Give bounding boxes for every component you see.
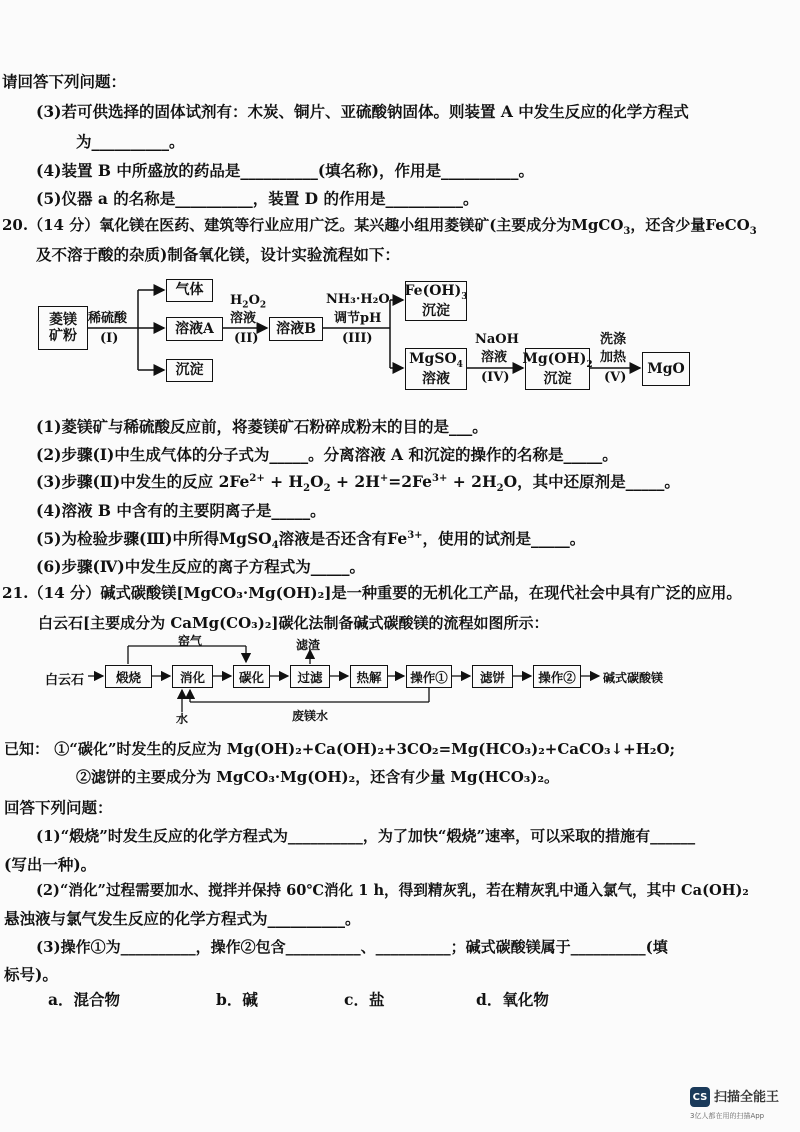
- q21-known2: ②滤饼的主要成分为 MgCO₃·Mg(OH)₂，还含有少量 Mg(HCO₃)₂。: [76, 768, 560, 786]
- flow-step5-label: (V): [604, 370, 627, 385]
- q21-option-a: a．混合物: [48, 990, 121, 1009]
- flow2-residue-label: 滤渣: [296, 638, 321, 652]
- q19-q4: (4)装置 B 中所盛放的药品是__________(填名称)，作用是__________。: [36, 161, 535, 180]
- scanner-app-name: 扫描全能王: [714, 1090, 780, 1105]
- flow2-waste-label: 废镁水: [292, 709, 329, 723]
- flow2-filter-box: 过滤: [290, 665, 330, 688]
- q21-ask: 回答下列问题：: [4, 798, 113, 817]
- flow-wash-label: 洗涤: [600, 332, 627, 347]
- flow-gas-box: 气体: [166, 279, 213, 302]
- flow-feoh3-box: $Fe(OH)_3$ 沉淀: [405, 281, 467, 321]
- flow2-op2-box: 操作②: [533, 665, 581, 688]
- flow-solution-b-box: 溶液B: [269, 317, 323, 341]
- q19-q5: (5)仪器 a 的名称是__________，装置 D 的作用是__________。: [36, 189, 479, 208]
- scanner-app-tagline: 3亿人都在用的扫描App: [690, 1112, 765, 1120]
- flow2-pyrolysis-box: 热解: [350, 665, 388, 688]
- flow2-gas-label: 窑气: [178, 634, 203, 648]
- flow-h2o2-solution-label: 溶液: [230, 311, 257, 326]
- q21-option-b: b．碱: [216, 990, 258, 1009]
- flow2-cake-box: 滤饼: [472, 665, 513, 688]
- q20-q3: (3)步骤(Ⅱ)中发生的反应 $2Fe^{2+} + H_2O_2 + 2H^+=2Fe^{3+} + 2H_2O$，其中还原剂是_____。: [36, 472, 680, 495]
- flow-heat-label: 加热: [600, 350, 627, 365]
- flow-solution-a-box: 溶液A: [166, 317, 223, 341]
- q20-q4: (4)溶液 B 中含有的主要阴离子是_____。: [36, 501, 326, 520]
- flow-acid-label: 稀硫酸: [88, 311, 128, 326]
- q21-q2-line1: (2)“消化”过程需要加水、搅拌并保持 60℃消化 1 h，得到精灰乳，若在精灰乳中通入氯气，其中 Ca(OH)₂: [36, 882, 749, 899]
- flow-ore-box: 菱镁 矿粉: [38, 306, 88, 350]
- flow2-start-label: 白云石: [45, 673, 85, 688]
- q20-q5: (5)为检验步骤(Ⅲ)中所得MgSO$_4$溶液是否还含有$Fe^{3+}$，使用的试剂是_____。: [36, 529, 586, 552]
- flow2-water-label: 水: [176, 712, 189, 726]
- q21-q2-line2: 悬浊液与氯气发生反应的化学方程式为__________。: [4, 909, 361, 928]
- flow-naoh-label: NaOH: [475, 332, 519, 347]
- scanner-logo-icon: CS: [690, 1087, 710, 1107]
- flow-step3-label: (III): [342, 331, 373, 346]
- q20-q2: (2)步骤(Ⅰ)中生成气体的分子式为_____。分离溶液 A 和沉淀的操作的名称是_____。: [36, 445, 618, 464]
- flow-h2o2-label: $H_2O_2$: [230, 293, 267, 311]
- flow-mgso4-box: MgSO$_4$ 溶液: [405, 348, 467, 390]
- q20-q6: (6)步骤(Ⅳ)中发生反应的离子方程式为_____。: [36, 557, 365, 576]
- flow2-product-label: 碱式碳酸镁: [603, 671, 664, 685]
- q21-title-line2: 白云石[主要成分为 CaMg(CO₃)₂]碳化法制备碱式碳酸镁的流程如图所示：: [38, 614, 549, 632]
- q20-title-line1: 20.（14 分）氧化镁在医药、建筑等行业应用广泛。某兴趣小组用菱镁矿(主要成分为MgCO$_3$，还含少量FeCO$_3$: [2, 216, 757, 237]
- flow2-op1-box: 操作①: [406, 665, 452, 688]
- flow-mgoh2-box: $Mg(OH)_2$ 沉淀: [525, 348, 590, 390]
- q21-q1-line2: (写出一种)。: [4, 855, 97, 874]
- q21-known1: 已知： ①“碳化”时发生的反应为 Mg(OH)₂+Ca(OH)₂+3CO₂=Mg(HCO₃)₂+CaCO₃↓+H₂O;: [4, 740, 676, 758]
- q21-q3-line2: 标号)。: [4, 965, 58, 984]
- q21-q1-line1: (1)“煅烧”时发生反应的化学方程式为__________，为了加快“煅烧”速率，可以采取的措施有______: [36, 827, 696, 845]
- q21-title-line1: 21.（14 分）碱式碳酸镁[MgCO₃·Mg(OH)₂]是一种重要的无机化工产品，在现代社会中具有广泛的应用。: [2, 584, 742, 602]
- flow-precipitate-box: 沉淀: [166, 359, 213, 382]
- q19-q3-line2: 为__________。: [76, 132, 185, 151]
- q21-option-c: c．盐: [344, 990, 385, 1009]
- flow-step2-label: (II): [234, 331, 259, 346]
- q20-title-line2: 及不溶于酸的杂质)制备氧化镁，设计实验流程如下：: [36, 245, 400, 264]
- flow-step4-label: (IV): [481, 370, 510, 385]
- flow2-digest-box: 消化: [172, 665, 213, 688]
- q20-q1: (1)菱镁矿与稀硫酸反应前，将菱镁矿石粉碎成粉末的目的是___。: [36, 417, 488, 436]
- flow-mgo-box: MgO: [642, 352, 690, 386]
- flow2-calcine-box: 煅烧: [105, 665, 152, 688]
- flow-ph-label: 调节pH: [334, 311, 382, 326]
- flow-step1-label: (I): [100, 331, 119, 346]
- q19-q3-line1: (3)若可供选择的固体试剂有：木炭、铜片、亚硫酸钠固体。则装置 A 中发生反应的化学方程式: [36, 102, 689, 121]
- flow-ammonia-label: NH₃·H₂O: [326, 292, 390, 307]
- q21-option-d: d．氧化物: [476, 990, 549, 1009]
- flow2-carbon-box: 碳化: [233, 665, 270, 688]
- q21-q3-line1: (3)操作①为__________，操作②包含__________、__________；碱式碳酸镁属于__________(填: [36, 938, 668, 956]
- q19-intro: 请回答下列问题：: [2, 72, 127, 91]
- flow-naoh-solution-label: 溶液: [481, 350, 508, 365]
